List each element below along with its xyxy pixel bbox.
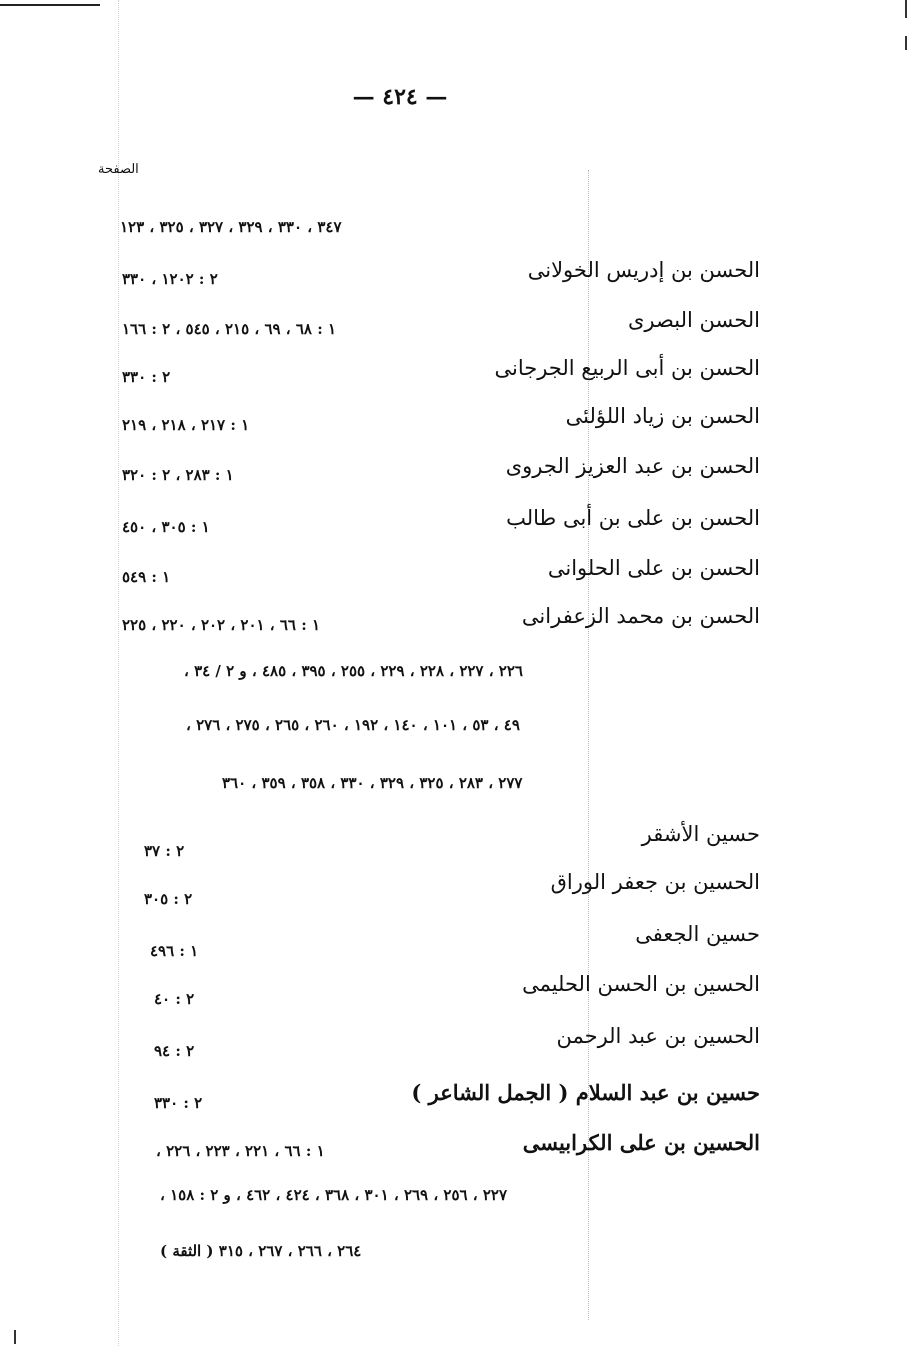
entry-pages: ١ : ٦٨ ، ٦٩ ، ٢١٥ ، ٥٤٥ ، ٢ : ١٦٦ [122,320,337,338]
index-entry [110,972,760,1012]
entry-pages: ٢ : ١٢٠٢ ، ٣٣٠ [122,270,218,288]
index-entry [110,258,760,298]
continuation-line: ٢٧٧ ، ٢٨٣ ، ٣٢٥ ، ٣٢٩ ، ٣٣٠ ، ٣٥٨ ، ٣٥٩ ، ٣٦٠ [222,774,523,792]
index-entry [110,822,760,862]
entry-name: الحسين بن الحسن الحليمى [522,972,760,996]
index-entry [110,870,760,910]
index-entry [110,604,760,644]
scan-edge-rule [0,4,100,6]
continuation-line: ٢٦٤ ، ٢٦٦ ، ٢٦٧ ، ٣١٥ ( الثقة ) [160,1242,362,1260]
entry-name: الحسن بن أبى الربيع الجرجانى [494,356,760,380]
entry-name: الحسن بن زياد اللؤلئى [565,404,760,428]
entry-name: الحسن بن محمد الزعفرانى [521,604,760,628]
scan-edge-mark [905,0,907,18]
column-label: الصفحة [98,162,139,177]
entry-name: الحسن بن على الحلوانى [547,556,760,580]
entry-name: الحسين بن جعفر الوراق [550,870,760,894]
entry-name: حسين الأشقر [641,822,760,846]
entry-name: حسين بن عبد السلام ( الجمل الشاعر ) [411,1080,760,1105]
entry-pages: ٢ : ٣٧ [144,842,185,860]
entry-name: الحسين بن عبد الرحمن [556,1024,760,1048]
page-number: — ٤٢٤ — [352,84,448,110]
entry-pages: ٢ : ٣٣٠ [122,368,171,386]
entry-name: الحسن البصرى [628,308,760,332]
entry-name: الحسن بن على بن أبى طالب [506,506,760,530]
entry-pages: ١ : ٦٦ ، ٢٠١ ، ٢٠٢ ، ٢٢٠ ، ٢٢٥ [122,616,321,634]
index-entry [110,1130,760,1170]
entry-pages: ٢ : ٩٤ [154,1042,195,1060]
index-entry [110,308,760,348]
continuation-line: ٢٢٧ ، ٢٥٦ ، ٢٦٩ ، ٣٠١ ، ٣٦٨ ، ٤٢٤ ، ٤٦٢ ، و ٢ : ١٥٨ ، [160,1186,508,1204]
index-entry [110,506,760,546]
entry-pages: ٢ : ٣٠٥ [144,890,193,908]
index-entry [110,454,760,494]
index-entry [110,356,760,396]
continuation-line: ٢٢٦ ، ٢٢٧ ، ٢٢٨ ، ٢٢٩ ، ٢٥٥ ، ٣٩٥ ، ٤٨٥ ، و ٢ / ٣٤ ، [184,662,523,680]
entry-pages: ٢ : ٣٣٠ [154,1094,203,1112]
entry-pages: ١ : ٣٠٥ ، ٤٥٠ [122,518,210,536]
index-entry [110,1024,760,1064]
entry-pages: ١ : ٦٦ ، ٢٢١ ، ٢٢٣ ، ٢٢٦ ، [156,1142,325,1160]
continuation-line: ٤٩ ، ٥٣ ، ١٠١ ، ١٤٠ ، ١٩٢ ، ٢٦٠ ، ٢٦٥ ، ٢٧٥ ، ٢٧٦ ، [186,716,520,734]
entry-pages: ١ : ٥٤٩ [122,568,171,586]
index-entry [110,556,760,596]
entry-pages: ٢ : ٤٠ [154,990,195,1008]
entry-name: حسين الجعفى [635,922,760,946]
scan-edge-mark [14,1330,16,1344]
entry-pages: ١ : ٢٨٣ ، ٢ : ٣٢٠ [122,466,234,484]
entry-pages: ١ : ٤٩٦ [150,942,199,960]
entry-pages: ١ : ٢١٧ ، ٢١٨ ، ٢١٩ [122,416,250,434]
index-entry [110,922,760,962]
entry-name: الحسن بن عبد العزيز الجروى [505,454,760,478]
scan-edge-mark [905,36,907,50]
index-entry [110,404,760,444]
entry-name: الحسن بن إدريس الخولانى [527,258,760,282]
index-entry [110,1080,760,1120]
entry-name: الحسين بن على الكرابيسى [522,1130,760,1155]
continuation-line: ٣٤٧ ، ٣٣٠ ، ٣٢٩ ، ٣٢٧ ، ٣٢٥ ، ١٢٣ [120,218,342,236]
